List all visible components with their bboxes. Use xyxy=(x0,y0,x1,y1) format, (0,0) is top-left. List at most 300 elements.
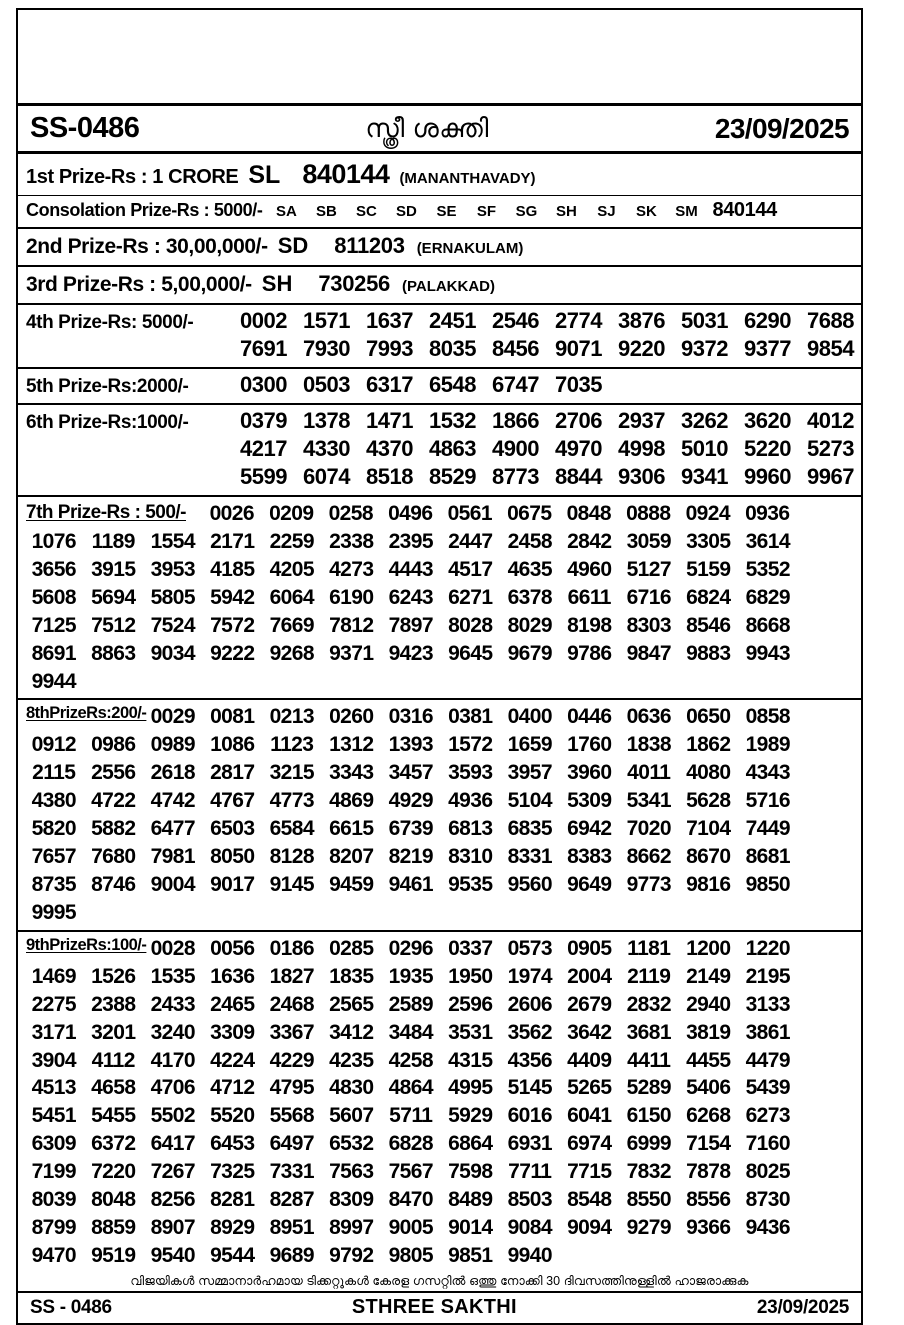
prize-number: 0636 xyxy=(626,705,671,729)
prize-number: 2706 xyxy=(555,408,602,433)
prize-number: 9689 xyxy=(269,1243,314,1267)
prize-number: 9005 xyxy=(388,1216,433,1240)
prize-number: 9854 xyxy=(807,336,854,361)
prize-number: 4080 xyxy=(686,761,731,785)
prize-number: 3960 xyxy=(567,761,612,785)
prize-number: 4960 xyxy=(567,557,612,581)
prize-number: 4658 xyxy=(91,1076,136,1100)
prize5-label: 5th Prize-Rs:2000/- xyxy=(26,376,189,397)
prize-number: 9371 xyxy=(329,641,374,665)
prize-number: 5805 xyxy=(150,585,195,609)
prize-number: 0285 xyxy=(329,936,374,960)
prize-number: 9034 xyxy=(150,641,195,665)
prize-number: 3262 xyxy=(681,408,728,433)
prize-number: 3957 xyxy=(507,761,552,785)
prize-number: 6835 xyxy=(507,817,552,841)
consolation-series-code: SA xyxy=(276,203,297,220)
prize-number: 6074 xyxy=(303,464,350,489)
prize-number: 2447 xyxy=(448,529,493,553)
prize-number: 9145 xyxy=(269,872,314,896)
prize-number: 8456 xyxy=(492,336,539,361)
prize-number-line xyxy=(18,372,861,398)
prize-number: 8303 xyxy=(626,613,671,637)
prize-number: 1571 xyxy=(303,308,350,333)
prize-number: 0028 xyxy=(150,936,195,960)
prize-number: 2832 xyxy=(626,992,671,1016)
prize-number: 7572 xyxy=(210,613,255,637)
prize-number: 4330 xyxy=(303,436,350,461)
prize-number: 9816 xyxy=(686,872,731,896)
prize-number: 5127 xyxy=(626,557,671,581)
prize-number: 1532 xyxy=(429,408,476,433)
prize-number: 6309 xyxy=(31,1132,76,1156)
prize-number: 6824 xyxy=(686,585,731,609)
prize-number: 8730 xyxy=(745,1188,790,1212)
prize-number: 7993 xyxy=(366,336,413,361)
prize-number: 5942 xyxy=(210,585,255,609)
prize-number: 6317 xyxy=(366,372,413,397)
prize-number: 3412 xyxy=(329,1020,374,1044)
prize-number: 1950 xyxy=(448,964,493,988)
prize-number: 8025 xyxy=(745,1160,790,1184)
prize-number: 0936 xyxy=(745,502,790,525)
prize-number: 0381 xyxy=(448,705,493,729)
prize-number: 9883 xyxy=(686,641,731,665)
prize-1st-place: (MANANTHAVADY) xyxy=(399,170,536,187)
prize-number: 6453 xyxy=(210,1132,255,1156)
prize-number: 7691 xyxy=(240,336,287,361)
prize-number: 9786 xyxy=(567,641,612,665)
prize-number: 5104 xyxy=(507,789,552,813)
prize-number: 8029 xyxy=(507,613,552,637)
prize-number-line xyxy=(18,308,861,334)
number-columns xyxy=(232,336,862,362)
prize-number: 5608 xyxy=(31,585,76,609)
prize-number: 4998 xyxy=(618,436,665,461)
prize-row-8th xyxy=(18,700,861,931)
prize-number: 1535 xyxy=(150,964,195,988)
prize-number: 0650 xyxy=(686,705,731,729)
prize-row-6th xyxy=(18,405,861,497)
prize-number: 4455 xyxy=(686,1048,731,1072)
prize-number: 1189 xyxy=(91,529,135,553)
prize-number: 7020 xyxy=(626,817,671,841)
prize-number: 5010 xyxy=(681,436,728,461)
prize-number: 1835 xyxy=(329,964,374,988)
prize-number: 1760 xyxy=(567,733,612,757)
prize-number: 6150 xyxy=(626,1104,671,1128)
prize-number: 4970 xyxy=(555,436,602,461)
prize-number: 4864 xyxy=(388,1076,433,1100)
prize-row-7th xyxy=(18,497,861,700)
prize-number: 9268 xyxy=(269,641,314,665)
prize-number: 8048 xyxy=(91,1188,136,1212)
prize-2nd-place: (ERNAKULAM) xyxy=(416,240,524,257)
prize-row-3rd xyxy=(18,267,861,305)
prize-row-2nd xyxy=(18,229,861,267)
prize-number: 9960 xyxy=(744,464,791,489)
prize-number: 1181 xyxy=(627,936,671,960)
prize-number: 9222 xyxy=(210,641,255,665)
prize-number: 2388 xyxy=(91,992,136,1016)
prize7-label: 7th Prize-Rs : 500/- xyxy=(26,502,186,523)
prize-number: 4795 xyxy=(269,1076,314,1100)
prize-number: 4224 xyxy=(210,1048,255,1072)
prize-number: 7981 xyxy=(150,845,195,869)
prize-number: 6243 xyxy=(388,585,433,609)
prize-number: 3309 xyxy=(210,1020,255,1044)
prize-number: 9967 xyxy=(807,464,854,489)
prize-number: 0379 xyxy=(240,408,287,433)
prize-number: 8287 xyxy=(269,1188,314,1212)
prize-number: 0400 xyxy=(507,705,552,729)
prize-number: 1572 xyxy=(448,733,493,757)
consolation-number: 840144 xyxy=(712,199,777,221)
prize-number: 6942 xyxy=(567,817,612,841)
prize-number: 9017 xyxy=(210,872,255,896)
prize-number: 0258 xyxy=(328,502,373,525)
prize-number: 0026 xyxy=(209,502,254,525)
prize-number: 2115 xyxy=(32,761,76,785)
prize-number: 2937 xyxy=(618,408,665,433)
prize-number: 1974 xyxy=(507,964,552,988)
prize-number: 3876 xyxy=(618,308,665,333)
prize-number: 6999 xyxy=(626,1132,671,1156)
prize-number: 3642 xyxy=(567,1020,612,1044)
prize-number: 8035 xyxy=(429,336,476,361)
prize-row-5th xyxy=(18,369,861,405)
prize-number: 5451 xyxy=(31,1104,76,1128)
prize-3rd-series: SH xyxy=(261,271,293,296)
footer-lottery-code: SS - 0486 xyxy=(30,1296,112,1318)
prize-number: 8198 xyxy=(567,613,612,637)
lottery-code: SS-0486 xyxy=(30,112,140,144)
prize-number: 5628 xyxy=(686,789,731,813)
prize-number: 1393 xyxy=(388,733,433,757)
prize-number: 9773 xyxy=(626,872,671,896)
prize-number: 9084 xyxy=(507,1216,552,1240)
prize-number: 9535 xyxy=(448,872,493,896)
prize-number: 7711 xyxy=(508,1160,552,1184)
prize-number: 8668 xyxy=(745,613,790,637)
prize-number: 4443 xyxy=(388,557,433,581)
prize-number: 7512 xyxy=(91,613,136,637)
prize-3rd-number: 730256 xyxy=(318,271,390,296)
prize-number: 3531 xyxy=(448,1020,493,1044)
prize-number: 4235 xyxy=(329,1048,374,1072)
prize-number: 9544 xyxy=(210,1243,255,1267)
prize-number: 8735 xyxy=(31,872,76,896)
prize-number: 0337 xyxy=(448,936,493,960)
prize-number: 6190 xyxy=(329,585,374,609)
prize-number: 2589 xyxy=(388,992,433,1016)
prize-number: 5607 xyxy=(329,1104,374,1128)
prize-number: 9436 xyxy=(745,1216,790,1240)
prize-number: 6268 xyxy=(686,1104,731,1128)
prize-number: 0561 xyxy=(447,502,492,525)
prize-number: 2940 xyxy=(686,992,731,1016)
prize-number: 7199 xyxy=(31,1160,76,1184)
prize-number: 2546 xyxy=(492,308,539,333)
prize-number: 4411 xyxy=(627,1048,671,1072)
prize-number: 4706 xyxy=(150,1076,195,1100)
prize-number: 0213 xyxy=(269,705,314,729)
prize-number: 8256 xyxy=(150,1188,195,1212)
prize-number: 4356 xyxy=(507,1048,552,1072)
prize-number: 2171 xyxy=(210,529,255,553)
prize-number: 1637 xyxy=(366,308,413,333)
prize-number-line xyxy=(18,336,861,362)
prize-number: 9004 xyxy=(150,872,195,896)
top-blank-panel xyxy=(18,10,861,106)
prize-number: 9560 xyxy=(507,872,552,896)
prize-number: 5145 xyxy=(507,1076,552,1100)
prize-number: 8670 xyxy=(686,845,731,869)
prize-number: 1471 xyxy=(366,408,413,433)
prize-2nd-label: 2nd Prize-Rs : 30,00,000/- xyxy=(26,235,268,258)
prize-number: 0905 xyxy=(567,936,612,960)
prize-number: 7878 xyxy=(686,1160,731,1184)
prize-number-line xyxy=(18,436,861,462)
number-columns xyxy=(232,408,862,434)
prize-number: 7125 xyxy=(31,613,76,637)
prize-number: 8128 xyxy=(269,845,314,869)
prize-number: 9220 xyxy=(618,336,665,361)
prize-number: 6716 xyxy=(626,585,671,609)
prize-row-4th xyxy=(18,305,861,369)
prize-number: 7325 xyxy=(210,1160,255,1184)
prize-number: 0573 xyxy=(507,936,552,960)
prize-number: 2433 xyxy=(150,992,195,1016)
prize-number: 1935 xyxy=(388,964,433,988)
prize-number: 9645 xyxy=(448,641,493,665)
prize-number: 0912 xyxy=(31,733,76,757)
prize-number: 5265 xyxy=(567,1076,612,1100)
prize-number: 8331 xyxy=(507,845,552,869)
prize-number: 3614 xyxy=(745,529,790,553)
prize-number: 3343 xyxy=(329,761,374,785)
prize-number: 9847 xyxy=(626,641,671,665)
prize-number: 0316 xyxy=(388,705,433,729)
prize-number: 2565 xyxy=(329,992,374,1016)
prize-number: 2338 xyxy=(329,529,374,553)
prize-number: 9940 xyxy=(507,1243,552,1267)
prize-number: 2465 xyxy=(210,992,255,1016)
prize-number: 0002 xyxy=(240,308,287,333)
prize-number: 3593 xyxy=(448,761,493,785)
prize-number: 7598 xyxy=(448,1160,493,1184)
prize-number: 5929 xyxy=(448,1104,493,1128)
prize-number: 1123 xyxy=(270,733,314,757)
prize-number: 4929 xyxy=(388,789,433,813)
prize-number: 0924 xyxy=(685,502,730,525)
prize-number: 3171 xyxy=(31,1020,76,1044)
prize-number: 9279 xyxy=(626,1216,671,1240)
prize-number: 7669 xyxy=(269,613,314,637)
prize-number: 0858 xyxy=(745,705,790,729)
prize-number: 4217 xyxy=(240,436,287,461)
prize-number: 2458 xyxy=(507,529,552,553)
prize-number: 6497 xyxy=(269,1132,314,1156)
prize-number: 9944 xyxy=(31,669,76,693)
number-columns xyxy=(232,308,862,334)
consolation-series-codes xyxy=(266,203,706,220)
prize-number: 1312 xyxy=(329,733,374,757)
prize-number: 2195 xyxy=(745,964,790,988)
prize-number: 3861 xyxy=(745,1020,790,1044)
prize-number: 4315 xyxy=(448,1048,493,1072)
prize-number: 8207 xyxy=(329,845,374,869)
prize-number: 6064 xyxy=(269,585,314,609)
prize-number: 6503 xyxy=(210,817,255,841)
prize-number: 5406 xyxy=(686,1076,731,1100)
prize-number: 1989 xyxy=(745,733,790,757)
prize-number: 4380 xyxy=(31,789,76,813)
prize-number: 6974 xyxy=(567,1132,612,1156)
prize-number: 8039 xyxy=(31,1188,76,1212)
prize-number: 3059 xyxy=(626,529,671,553)
prize-number: 7680 xyxy=(91,845,136,869)
prize-number: 3305 xyxy=(686,529,731,553)
prize-number: 1220 xyxy=(745,936,790,960)
prize-number: 9649 xyxy=(567,872,612,896)
prize-number: 7567 xyxy=(388,1160,433,1184)
prize-number: 8746 xyxy=(91,872,136,896)
prize-4th-lines xyxy=(18,308,861,362)
prize-1st-label: 1st Prize-Rs : 1 CRORE xyxy=(26,166,239,188)
prize-number: 2842 xyxy=(567,529,612,553)
footer-note-malayalam: വിജയികൾ സമ്മാനാർഹമായ ടിക്കറ്റുകൾ കേരള ഗസറ്റിൽ ഒത്തു നോക്കി 30 ദിവസത്തിനുള്ളിൽ ഹാജരാക്കുക xyxy=(18,1273,861,1293)
prize-number: 4900 xyxy=(492,436,539,461)
prize-number: 9459 xyxy=(329,872,374,896)
prize-number: 6290 xyxy=(744,308,791,333)
prize-number: 1862 xyxy=(686,733,731,757)
prize-number: 9943 xyxy=(745,641,790,665)
prize-number: 9805 xyxy=(388,1243,433,1267)
prize-number: 8691 xyxy=(31,641,76,665)
prize-number: 0209 xyxy=(269,502,314,525)
prize-number: 8951 xyxy=(269,1216,314,1240)
prize-number: 2395 xyxy=(388,529,433,553)
prize-number: 7657 xyxy=(31,845,76,869)
prize4-label: 4th Prize-Rs: 5000/- xyxy=(26,312,194,333)
prize-number: 9306 xyxy=(618,464,665,489)
prize-number: 3904 xyxy=(31,1048,76,1072)
prize-number: 9366 xyxy=(686,1216,731,1240)
prize-number: 1469 xyxy=(31,964,76,988)
prize-number: 8309 xyxy=(329,1188,374,1212)
prize-number: 9341 xyxy=(681,464,728,489)
prize-number: 8799 xyxy=(31,1216,76,1240)
prize-number: 6739 xyxy=(388,817,433,841)
prize-number: 9071 xyxy=(555,336,602,361)
prize-number: 8662 xyxy=(626,845,671,869)
prize-number: 4995 xyxy=(448,1076,493,1100)
prize-number-line xyxy=(18,464,861,490)
prize-number: 9792 xyxy=(329,1243,374,1267)
prize-number: 5309 xyxy=(567,789,612,813)
prize-number: 5341 xyxy=(626,789,671,813)
prize-number-line xyxy=(18,408,861,434)
prize-number: 0029 xyxy=(150,705,195,729)
footer-draw-date: 23/09/2025 xyxy=(756,1296,849,1318)
consolation-series-code: SH xyxy=(556,203,577,220)
consolation-series-code: SE xyxy=(436,203,457,220)
prize-number: 8050 xyxy=(210,845,255,869)
prize-number: 0081 xyxy=(210,705,255,729)
prize-2nd-series: SD xyxy=(277,233,309,258)
prize-number: 5882 xyxy=(91,817,136,841)
prize-row-9th xyxy=(18,932,861,1273)
prize-9th-grid xyxy=(18,935,861,1270)
prize-number: 2679 xyxy=(567,992,612,1016)
prize-number: 2596 xyxy=(448,992,493,1016)
prize-number: 9423 xyxy=(388,641,433,665)
prize-number: 8907 xyxy=(150,1216,195,1240)
prize-number: 5439 xyxy=(745,1076,790,1100)
prize-number: 8997 xyxy=(329,1216,374,1240)
prize-number: 1659 xyxy=(507,733,552,757)
prize-number: 6829 xyxy=(745,585,790,609)
prize-number: 6273 xyxy=(745,1104,790,1128)
prize-number: 3367 xyxy=(269,1020,314,1044)
prize-number: 8863 xyxy=(91,641,136,665)
prize-number: 6828 xyxy=(388,1132,433,1156)
prize-number: 3457 xyxy=(388,761,433,785)
prize-number: 3915 xyxy=(91,557,136,581)
prize-number: 6372 xyxy=(91,1132,136,1156)
prize-number: 6041 xyxy=(567,1104,612,1128)
prize-number: 9679 xyxy=(507,641,552,665)
prize-number: 4936 xyxy=(448,789,493,813)
prize-number: 2556 xyxy=(91,761,136,785)
prize-number: 1378 xyxy=(303,408,350,433)
prize-number: 8383 xyxy=(567,845,612,869)
prize-number: 8844 xyxy=(555,464,602,489)
prize-number: 6378 xyxy=(507,585,552,609)
consolation-series-code: SF xyxy=(476,203,497,220)
prize-number: 0186 xyxy=(269,936,314,960)
prize-number: 0675 xyxy=(507,502,552,525)
prize-number: 8503 xyxy=(507,1188,552,1212)
prize-number: 6611 xyxy=(567,585,611,609)
prize-number: 0888 xyxy=(626,502,671,525)
consolation-label: Consolation Prize-Rs : 5000/- xyxy=(26,200,263,220)
prize-number: 1200 xyxy=(686,936,731,960)
prize-number: 1076 xyxy=(31,529,76,553)
consolation-series-code: SG xyxy=(515,203,538,220)
prize-number: 5159 xyxy=(686,557,731,581)
prize-number: 8556 xyxy=(686,1188,731,1212)
prize-number: 6584 xyxy=(269,817,314,841)
lottery-name-malayalam: സ്ത്രീ ശക്തി xyxy=(365,112,489,143)
prize-number: 2004 xyxy=(567,964,612,988)
prize-number: 4112 xyxy=(91,1048,135,1072)
prize-number: 9470 xyxy=(31,1243,76,1267)
prize-3rd-label: 3rd Prize-Rs : 5,00,000/- xyxy=(26,273,252,296)
consolation-series-code: SM xyxy=(675,203,698,220)
prize-number: 9995 xyxy=(31,900,76,924)
prize-number: 2149 xyxy=(686,964,731,988)
prize-number: 4170 xyxy=(150,1048,195,1072)
prize-number: 7220 xyxy=(91,1160,136,1184)
prize-number: 3656 xyxy=(31,557,76,581)
prize-number: 6864 xyxy=(448,1132,493,1156)
prize-number: 8219 xyxy=(388,845,433,869)
prize-number: 0503 xyxy=(303,372,350,397)
prize-number: 4742 xyxy=(150,789,195,813)
prize-number: 1866 xyxy=(492,408,539,433)
